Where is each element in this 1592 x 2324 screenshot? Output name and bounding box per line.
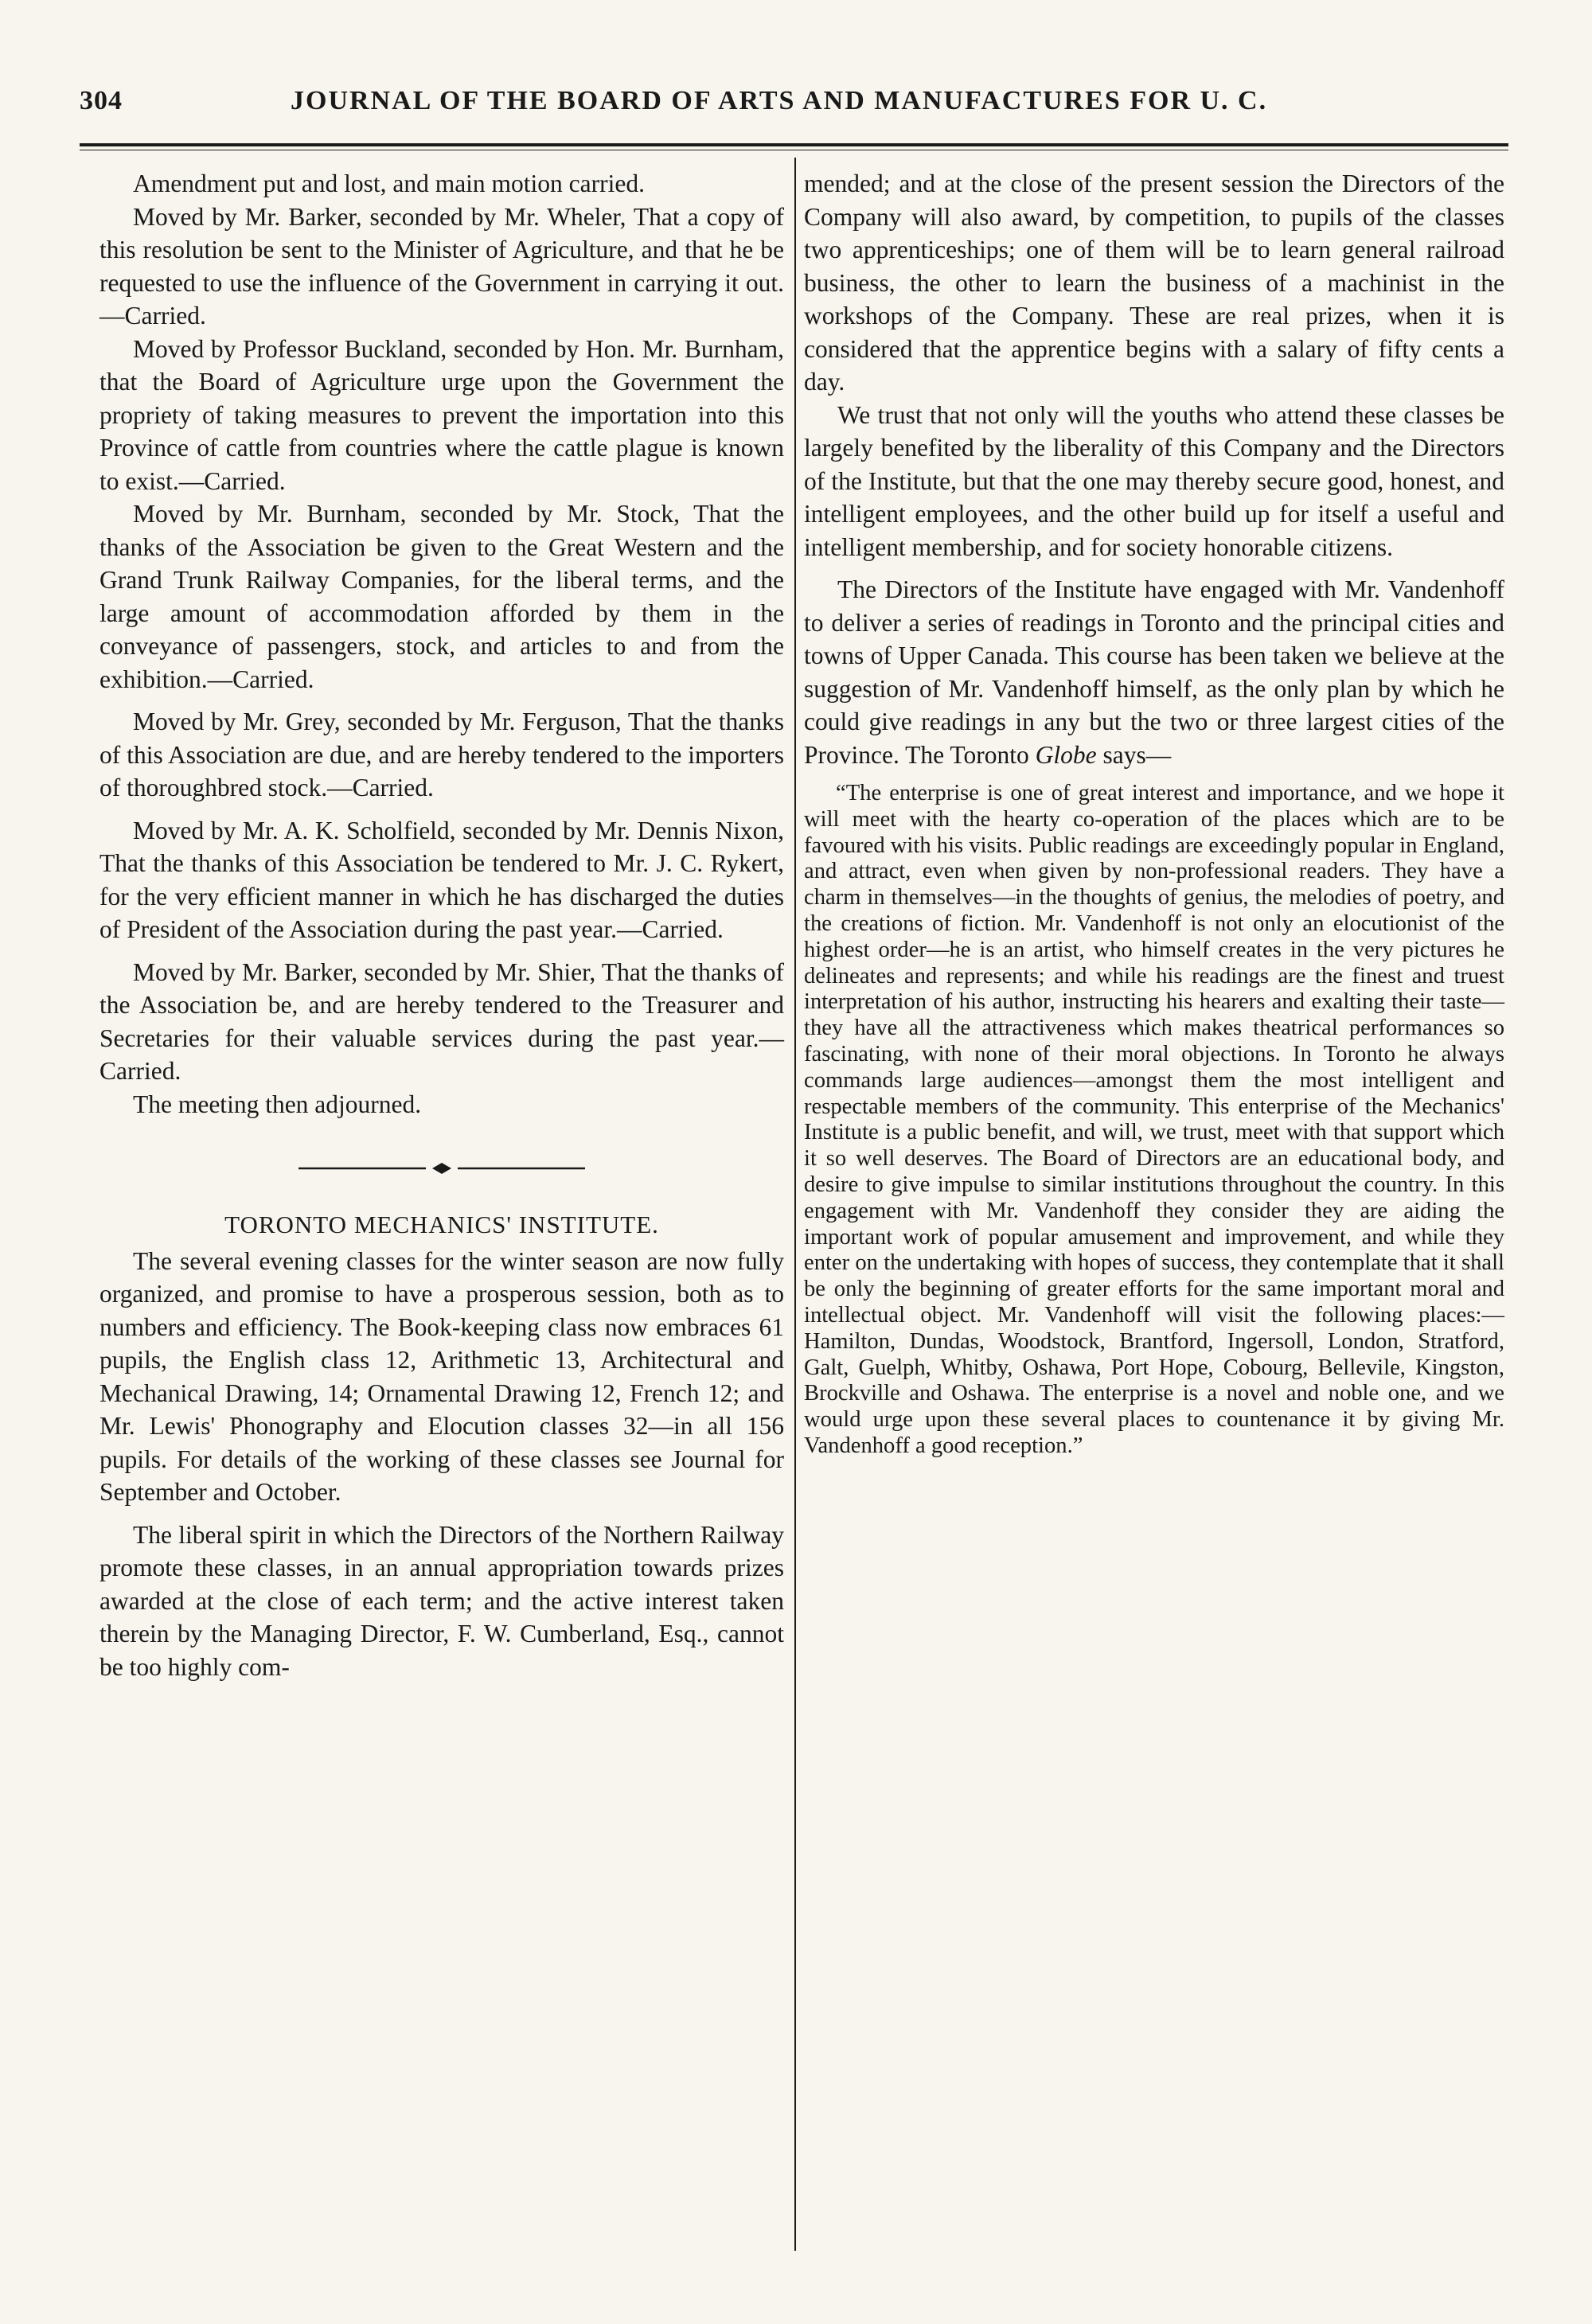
paragraph-barker-shier: Moved by Mr. Barker, seconded by Mr. Shier, That the thanks of the Association be, and are hereby tendered to the Treasurer and Secretaries for their valuable services during the past year.—Carried. <box>100 957 784 1085</box>
page-header <box>0 86 1592 126</box>
paragraph-grey-ferguson: Moved by Mr. Grey, seconded by Mr. Ferguson, That the thanks of this Association are due, and are hereby tendered to the importers of thoroughbred stock.—Carried. <box>100 708 784 801</box>
ornament-rule-icon <box>298 1160 585 1176</box>
paragraph-northern-railway: The liberal spirit in which the Directors of the Northern Railway promote these classes, in an annual appropriation towards prizes awarded at the close of each term; and the active interest taken therein by the Managing Director, F. W. Cumberland, Esq., cannot be too highly com- <box>100 1520 784 1681</box>
paragraph-we-trust: We trust that not only will the youths who attend these classes be largely benefited by the liberality of this Company and the Directors of the Institute, but that the one may thereby secure good, honest, and intelligent employees, and the other build up for itself a useful and intelligent membership, and for society honorable citizens. <box>804 400 1504 561</box>
paragraph-barker-wheler: Moved by Mr. Barker, seconded by Mr. Wheler, That a copy of this resolution be sent to the Minister of Agriculture, and that he be requested to use the influence of the Government in carrying it out. —Carried. <box>100 202 784 329</box>
vandenhoff-readings-text: The Directors of the Institute have engaged with Mr. Vandenhoff to deliver a series of readings in Toronto and the principal cities and towns of Upper Canada. This course has been taken we believe at the suggestion of Mr. Vandenhoff himself, as the only plan by which he could give readings in any but the two or three largest cities of the Province. The Toronto <box>804 575 1504 769</box>
paragraph-continuation: mended; and at the close of the present session the Directors of the Company will also award, by competition, to pupils of the classes two apprenticeships; one of them will be to learn general railroad business, the other to learn the business of a machinist in the workshops of the Company. These are real prizes, when it is considered that the apprentice begins with a salary of fifty cents a day. <box>804 170 1504 396</box>
header-rule <box>80 143 1508 146</box>
column-divider <box>794 158 796 2251</box>
globe-quotation: “The enterprise is one of great interest and importance, and we hope it will meet with the hearty co-operation of the places which are to be favoured with his visits. Public readings are exceedingly popular in England, and attract, even when given by non-professional readers. They have a charm in themselves—in the thoughts of genius, the melodies of poetry, and the creations of fiction. Mr. Vandenhoff is not only an elocutionist of the highest order—he is an artist, who himself creates in the very pictures he delineates and represents; and while his readings are the finest and truest interpretation of his author, instructing his hearers and exalting their taste—they have all the attractiveness which makes theatrical performances so fascinating, with none of their moral objections. In Toronto he always commands large audiences—amongst them the most intelligent and respectable members of the community. This enterprise of the Mechanics' Institute is a public benefit, and will, we trust, meet with that support which it so well deserves. The Board of Directors are an educational body, and desire to give impulse to similar institutions throughout the country. In this engagement with Mr. Vandenhoff they consider they are aiding the important work of popular amusement and improvement, and while they enter on the undertaking with hopes of success, they contemplate that it shall be only the beginning of greater efforts for the same important moral and intellectual object. Mr. Vandenhoff will visit the following places:—Hamilton, Dundas, Woodstock, Brantford, Ingersoll, London, Stratford, Galt, Guelph, Whitby, Oshawa, Port Hope, Cobourg, Bellevile, Kingston, Brockville and Oshawa. The enterprise is a novel and noble one, and we would urge upon these several places to countenance it by giving Mr. Vandenhoff a good reception.” <box>804 781 1504 1458</box>
globe-title: Globe <box>1035 740 1097 769</box>
paragraph-scholfield-nixon: Moved by Mr. A. K. Scholfield, seconded by Mr. Dennis Nixon, That the thanks of this Association be tendered to Mr. J. C. Rykert, for the very efficient manner in which he has discharged the duties of President of the Association during the past year.—Carried. <box>100 816 784 943</box>
paragraph-burnham-stock: Moved by Mr. Burnham, seconded by Mr. Stock, That the thanks of the Association be given to the Great Western and the Grand Trunk Railway Companies, for the liberal terms, and the large amount of accommodation afforded by them in the conveyance of passengers, stock, and articles to and from the exhibition.—Carried. <box>100 500 784 693</box>
page-number: 304 <box>80 86 123 115</box>
section-ornament <box>100 1144 784 1192</box>
paragraph-amendment: Amendment put and lost, and main motion carried. <box>133 170 645 197</box>
paragraph-vandenhoff-readings <box>804 573 1504 771</box>
running-title: JOURNAL OF THE BOARD OF ARTS AND MANUFACTURES FOR U. C. <box>291 86 1268 115</box>
paragraph-adjourned: The meeting then adjourned. <box>133 1090 422 1118</box>
paragraph-buckland-burnham: Moved by Professor Buckland, seconded by Hon. Mr. Burnham, that the Board of Agriculture urge upon the Government the propriety of taking measures to prevent the importation into this Province of cattle from countries where the cattle plague is known to exist.—Carried. <box>100 334 784 495</box>
globe-says: says— <box>1096 740 1172 769</box>
section-heading: TORONTO MECHANICS' INSTITUTE. <box>224 1211 659 1238</box>
right-column <box>804 167 1504 1460</box>
left-column <box>100 167 784 1683</box>
paragraph-evening-classes: The several evening classes for the winter season are now fully organized, and promise to have a prosperous session, both as to numbers and efficiency. The Book-keeping class now embraces 61 pupils, the English class 12, Arithmetic 13, Architectural and Mechanical Drawing, 14; Ornamental Drawing 12, French 12; and Mr. Lewis' Phonography and Elocution classes 32—in all 156 pupils. For details of the working of these classes see Journal for September and October. <box>100 1246 784 1506</box>
